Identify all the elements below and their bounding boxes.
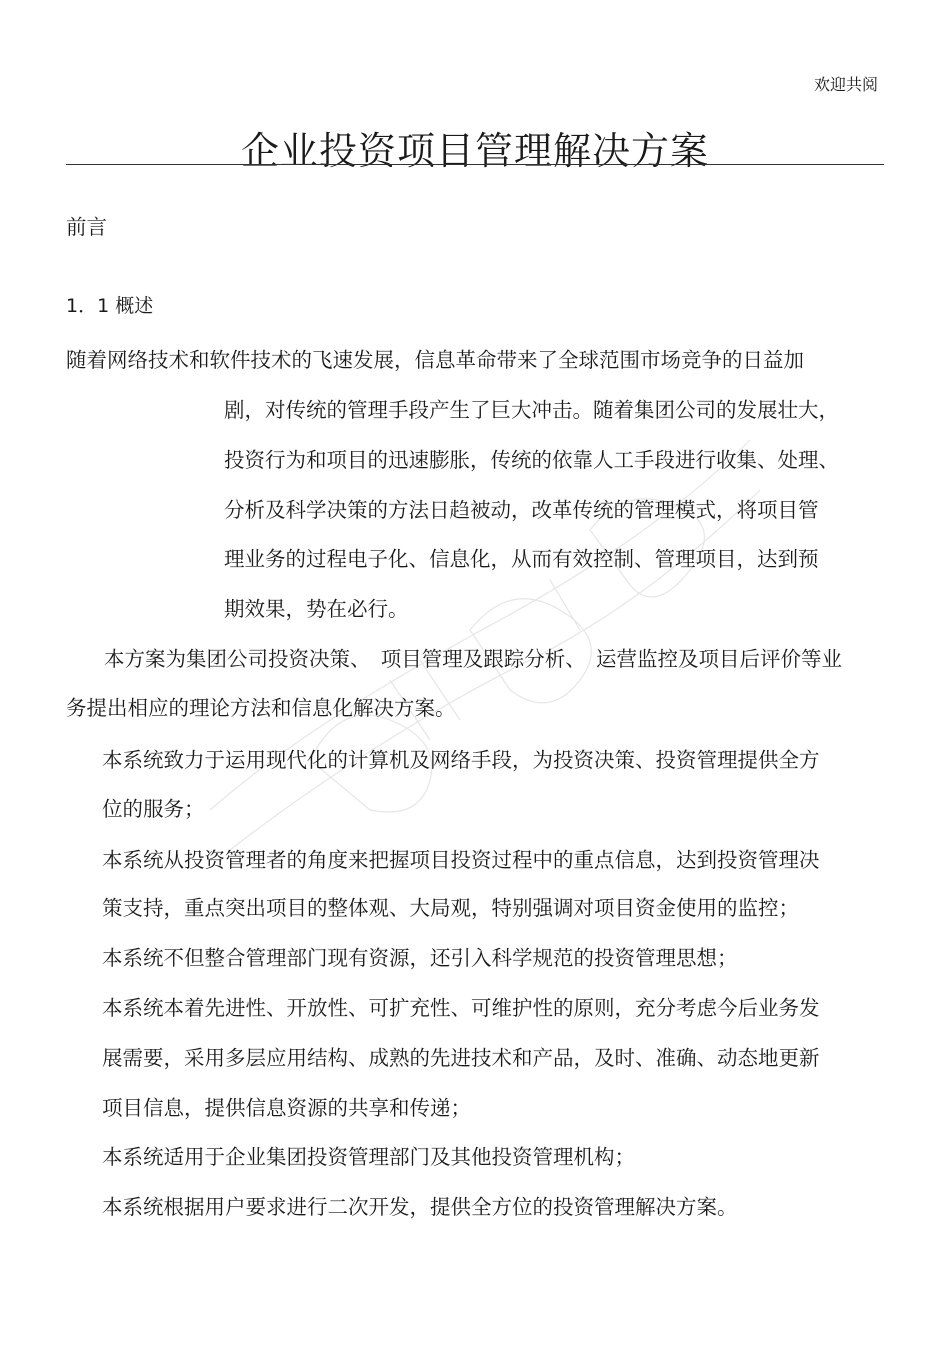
bullet-line: 项目信息，提供信息资源的共享和传递； xyxy=(102,1096,471,1120)
paragraph-line: 随着网络技术和软件技术的飞速发展，信息革命带来了全球范围市场竞争的日益加 xyxy=(66,348,804,372)
paragraph-line: 期效果，势在必行。 xyxy=(224,597,409,621)
bullet-line: 本系统不但整合管理部门现有资源，还引入科学规范的投资管理思想； xyxy=(102,946,738,970)
bullet-line: 本系统从投资管理者的角度来把握项目投资过程中的重点信息，达到投资管理决 xyxy=(102,848,820,872)
bullet-line: 本系统适用于企业集团投资管理部门及其他投资管理机构； xyxy=(102,1145,635,1169)
bullet-line: 本系统本着先进性、开放性、可扩充性、可维护性的原则，充分考虑今后业务发 xyxy=(102,996,820,1020)
bullet-line: 位的服务； xyxy=(102,797,205,821)
bullet-line: 展需要，采用多层应用结构、成熟的先进技术和产品，及时、准确、动态地更新 xyxy=(102,1046,820,1070)
title-divider xyxy=(66,164,884,165)
header-note: 欢迎共阅 xyxy=(813,75,878,94)
paragraph-line: 分析及科学决策的方法日趋被动，改革传统的管理模式，将项目管 xyxy=(224,498,819,522)
preface-heading: 前言 xyxy=(66,215,107,239)
bullet-line: 本系统根据用户要求进行二次开发，提供全方位的投资管理解决方案。 xyxy=(102,1195,738,1219)
paragraph-line: 理业务的过程电子化、信息化，从而有效控制、管理项目，达到预 xyxy=(224,547,819,571)
paragraph-line: 投资行为和项目的迅速膨胀，传统的依靠人工手段进行收集、处理、 xyxy=(224,448,839,472)
paragraph-line: 务提出相应的理论方法和信息化解决方案。 xyxy=(66,696,456,720)
section-heading: 1．1 概述 xyxy=(66,295,154,317)
document-title: 企业投资项目管理解决方案 xyxy=(240,129,709,173)
paragraph-line: 本方案为集团公司投资决策、 项目管理及跟踪分析、 运营监控及项目后评价等业 xyxy=(104,647,842,671)
bullet-line: 本系统致力于运用现代化的计算机及网络手段，为投资决策、投资管理提供全方 xyxy=(102,748,820,772)
bullet-line: 策支持，重点突出项目的整体观、大局观，特别强调对项目资金使用的监控； xyxy=(102,896,799,920)
paragraph-line: 剧，对传统的管理手段产生了巨大冲击。随着集团公司的发展壮大， xyxy=(224,398,839,422)
